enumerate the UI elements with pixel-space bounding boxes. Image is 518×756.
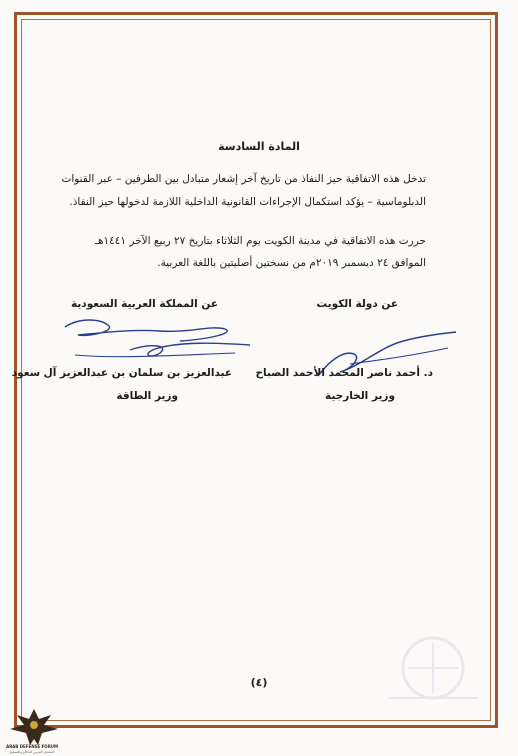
kuwait-signature — [310, 320, 460, 390]
saudi-signatory-name: عبدالعزيز بن سلمان بن عبدالعزيز آل سعود — [11, 367, 232, 379]
saudi-signatory-title: وزير الطاقة — [116, 390, 178, 402]
watermark-emblem — [378, 618, 488, 718]
logo-brand-text: ARAB DEFENSE FORUM — [5, 744, 59, 749]
article-heading: المادة السادسة — [218, 140, 300, 153]
paragraph-2-line-2: الموافق ٢٤ ديسمبر ٢٠١٩م من نسختين أصليتين باللغة العربية. — [157, 257, 426, 269]
saudi-signatory-heading: عن المملكة العربية السعودية — [71, 298, 218, 310]
saudi-signature — [60, 305, 260, 375]
kuwait-signatory-heading: عن دولة الكويت — [316, 298, 398, 310]
kuwait-signatory-title: وزير الخارجية — [324, 390, 395, 402]
kuwait-signatory-name: د. أحمد ناصر المحمد الأحمد الصباح — [255, 367, 433, 379]
paragraph-2-line-1: حررت هذه الاتفاقية في مدينة الكويت يوم الثلاثاء بتاريخ ٢٧ ربيع الآخر ١٤٤١هـ — [94, 235, 426, 247]
logo-sub-text: المنتدى العربي للدفاع والتسليح — [9, 750, 55, 754]
paragraph-1-line-2: الدبلوماسية – يؤكد استكمال الإجراءات القانونية الداخلية اللازمة لدخولها حيز النفاذ. — [69, 196, 426, 208]
paragraph-1-line-1: تدخل هذه الاتفاقية حيز النفاذ من تاريخ آخر إشعار متبادل بين الطرفين – عبر القنوات — [61, 173, 426, 185]
page-number: (٤) — [250, 676, 268, 689]
